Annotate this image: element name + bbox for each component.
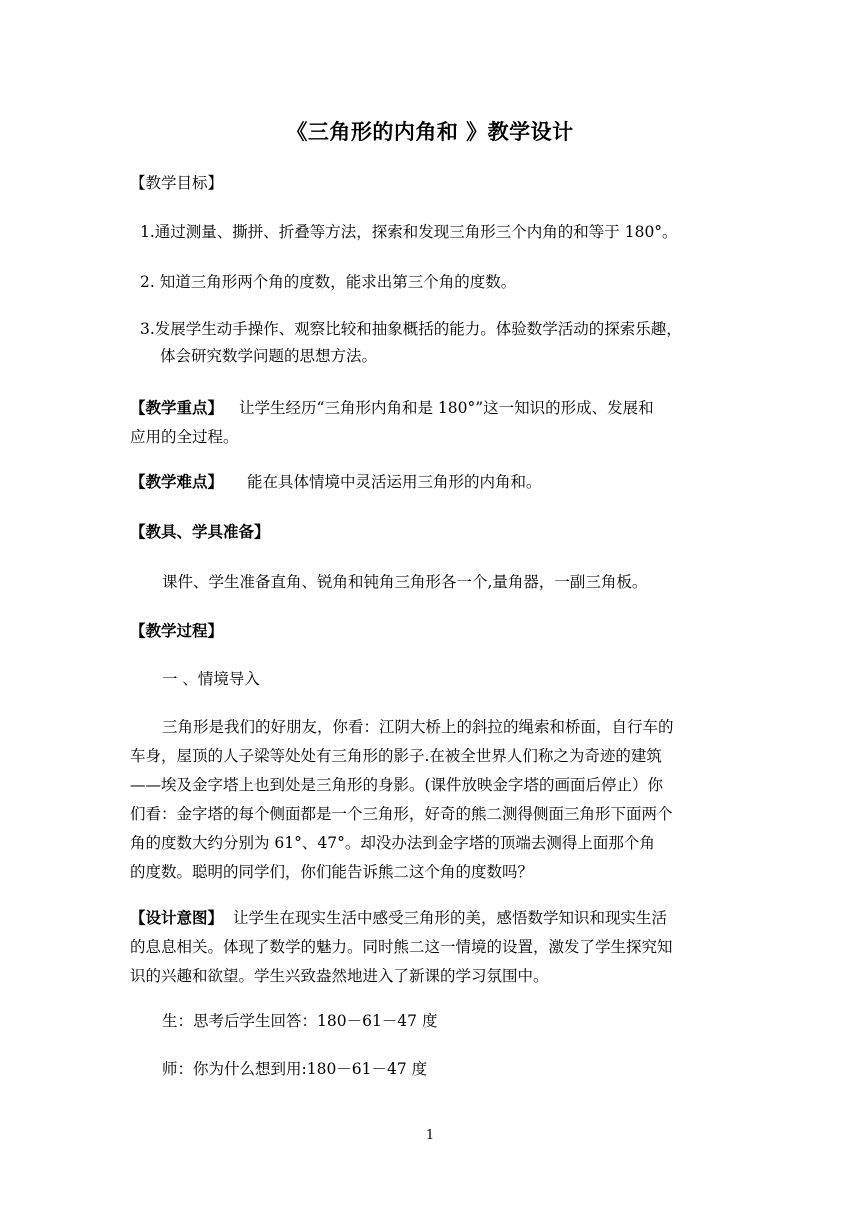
teacher-question: 师：你为什么想到用:180－61－47 度	[162, 1060, 428, 1078]
design-intent-heading: 【设计意图】	[130, 908, 224, 927]
difficult-point-row	[130, 467, 730, 497]
student-answer: 生：思考后学生回答：180－61－47 度	[162, 1012, 438, 1030]
goal-item-2: 2. 知道三角形两个角的度数，能求出第三个角的度数。	[140, 273, 517, 291]
intro-line-3: ——埃及金字塔上也到处是三角形的身影。(课件放映金字塔的画面后停止）你	[130, 776, 664, 794]
difficult-point-text: 能在具体情境中灵活运用三角形的内角和。	[247, 473, 542, 491]
design-intent-line-3: 识的兴趣和欲望。学生兴致盎然地进入了新课的学习氛围中。	[130, 967, 549, 985]
tools-heading: 【教具、学具准备】	[130, 522, 270, 541]
goals-heading: 【教学目标】	[130, 174, 224, 192]
tools-text: 课件、学生准备直角、锐角和钝角三角形各一个,量角器，一副三角板。	[162, 573, 648, 591]
key-point-heading: 【教学重点】	[130, 398, 224, 417]
intro-line-2: 车身，屋顶的人子梁等处处有三角形的影子.在被全世界人们称之为奇迹的建筑	[130, 747, 662, 765]
goal-item-3-line-1: 3.发展学生动手操作、观察比较和抽象概括的能力。体验数学活动的探索乐趣，	[140, 320, 682, 338]
step-1-heading: 一 、情境导入	[162, 670, 260, 688]
key-point-text-line-2: 应用的全过程。	[130, 428, 239, 446]
difficult-point-heading: 【教学难点】	[130, 472, 224, 491]
design-intent-line-2: 的息息相关。体现了数学的魅力。同时熊二这一情境的设置，激发了学生探究知	[130, 938, 673, 956]
key-point-text: 让学生经历“三角形内角和是 180°”这一知识的形成、发展和	[239, 399, 654, 417]
intro-line-5: 角的度数大约分别为 61°、47°。却没办法到金字塔的顶端去测得上面那个角	[130, 834, 655, 852]
document-title: 《三角形的内角和 》教学设计	[286, 120, 574, 144]
design-intent-row	[130, 903, 730, 933]
intro-line-1: 三角形是我们的好朋友，你看：江阴大桥上的斜拉的绳索和桥面，自行车的	[162, 718, 674, 736]
goal-item-3-line-2: 体会研究数学问题的思想方法。	[160, 347, 378, 365]
key-point-row	[130, 393, 730, 423]
process-heading: 【教学过程】	[130, 621, 224, 640]
goal-item-1: 1.通过测量、撕拼、折叠等方法，探索和发现三角形三个内角的和等于 180°。	[140, 223, 678, 241]
intro-line-6: 的度数。聪明的同学们，你们能告诉熊二这个角的度数吗？	[130, 863, 534, 881]
page-number: 1	[425, 1128, 435, 1143]
intro-line-4: 们看：金字塔的每个侧面都是一个三角形，好奇的熊二测得侧面三角形下面两个	[130, 805, 673, 823]
design-intent-text: 让学生在现实生活中感受三角形的美，感悟数学知识和现实生活	[233, 909, 668, 927]
